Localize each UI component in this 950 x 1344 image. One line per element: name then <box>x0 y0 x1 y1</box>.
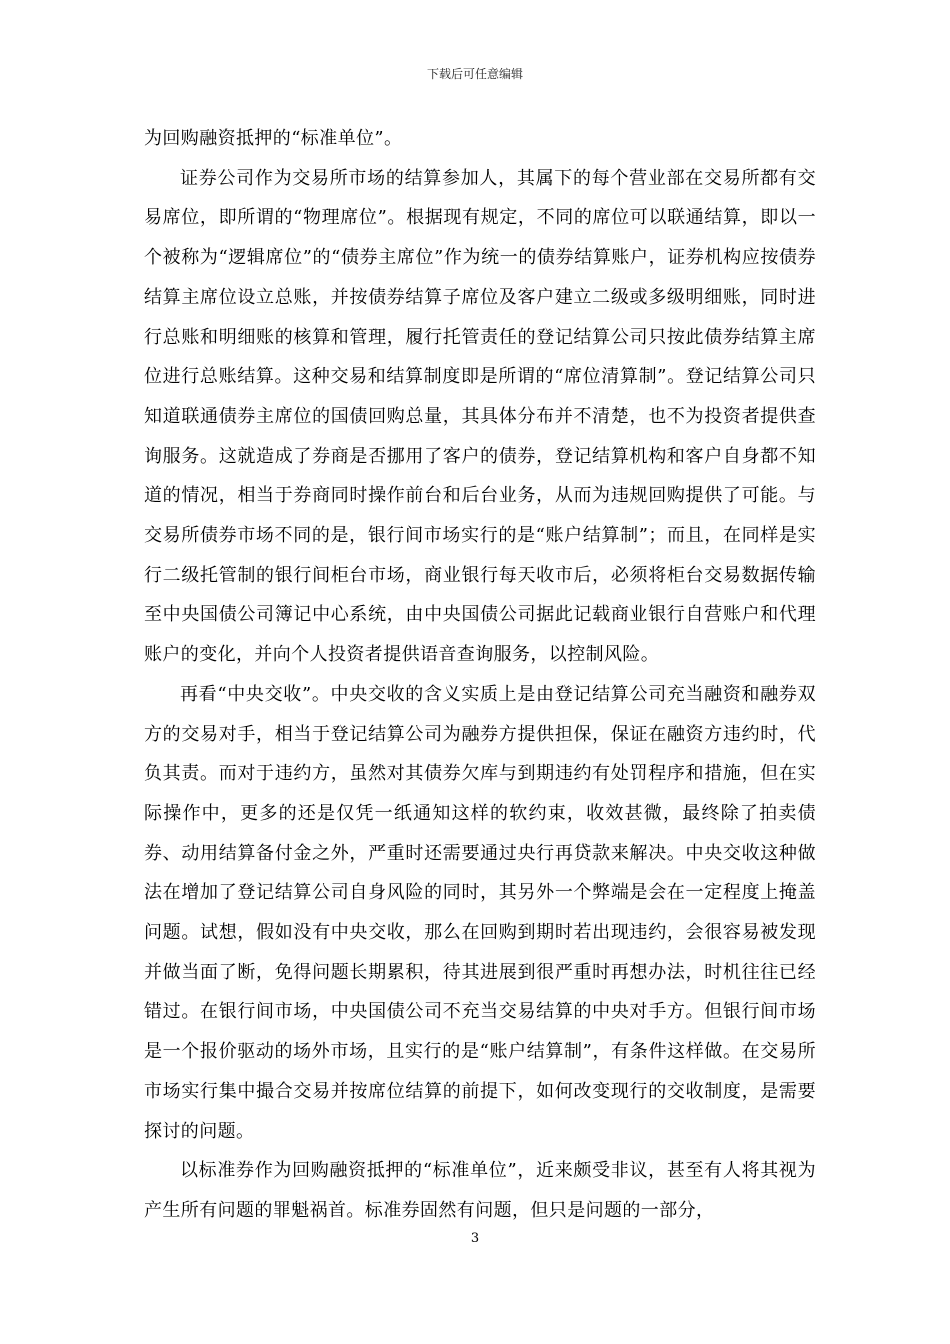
paragraph-continuation: 为回购融资抵押的“标准单位”。 <box>144 128 403 149</box>
page-number: 3 <box>470 1231 480 1246</box>
paragraph-standard-bond: 以标准券作为回购融资抵押的“标准单位”，近来颇受非议，甚至有人将其视为产生所有问题的罪魁祸首。标准券固然有问题，但只是问题的一部分， <box>144 1160 816 1221</box>
page-header: 下载后可任意编辑 <box>426 67 523 81</box>
paragraph-central-settlement: 再看“中央交收”。中央交收的含义实质上是由登记结算公司充当融资和融券双方的交易对手，相当于登记结算公司为融券方提供担保，保证在融资方违约时，代负其责。而对于违约方，虽然对其债券欠库与到期违约有处罚程序和措施，但在实际操作中，更多的还是仅凭一纸通知这样的软约束，收效甚微，最终除了拍卖债券、动用结算备付金之外，严重时还需要通过央行再贷款来解决。中央交收这种做法在增加了登记结算公司自身风险的同时，其另外一个弊端是会在一定程度上掩盖问题。试想，假如没有中央交收，那么在回购到期时若出现违约，会很容易被发现并做当面了断，免得问题长期累积，待其进展到很严重时再想办法，时机往往已经错过。在银行间市场，中央国债公司不充当交易结算的中央对手方。但银行间市场是一个报价驱动的场外市场，且实行的是“账户结算制”，有条件这样做。在交易所市场实行集中撮合交易并按席位结算的前提下，如何改变现行的交收制度，是需要探讨的问题。 <box>144 683 816 1142</box>
document-body <box>144 119 816 1231</box>
paragraph-seat-clearing: 证券公司作为交易所市场的结算参加人，其属下的每个营业部在交易所都有交易席位，即所谓的“物理席位”。根据现有规定，不同的席位可以联通结算，即以一个被称为“逻辑席位”的“债券主席位”作为统一的债券结算账户，证券机构应按债券结算主席位设立总账，并按债券结算子席位及客户建立二级或多级明细账，同时进行总账和明细账的核算和管理，履行托管责任的登记结算公司只按此债券结算主席位进行总账结算。这种交易和结算制度即是所谓的“席位清算制”。登记结算公司只知道联通债券主席位的国债回购总量，其具体分布并不清楚，也不为投资者提供查询服务。这就造成了券商是否挪用了客户的债券，登记结算机构和客户自身都不知道的情况，相当于券商同时操作前台和后台业务，从而为违规回购提供了可能。与交易所债券市场不同的是，银行间市场实行的是“账户结算制”；而且，在同样是实行二级托管制的银行间柜台市场，商业银行每天收市后，必须将柜台交易数据传输至中央国债公司簿记中心系统，由中央国债公司据此记载商业银行自营账户和代理账户的变化，并向个人投资者提供语音查询服务，以控制风险。 <box>144 167 816 666</box>
